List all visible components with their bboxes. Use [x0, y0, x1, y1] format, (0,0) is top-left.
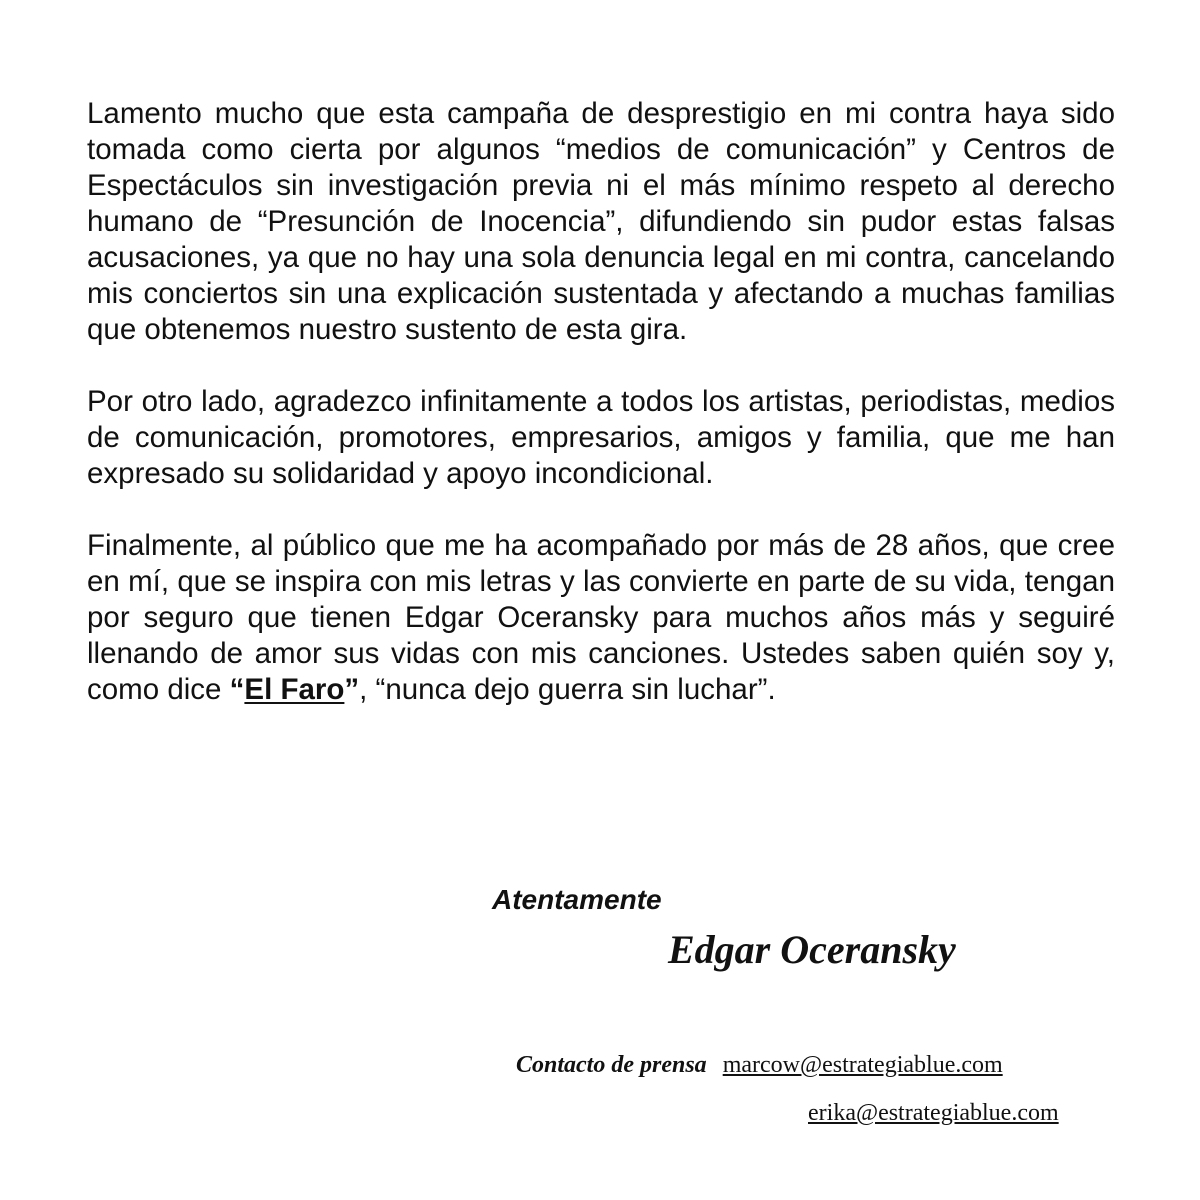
song-title: El Faro [244, 673, 345, 706]
song-reference [230, 673, 360, 706]
signature: Edgar Oceransky [668, 927, 956, 972]
paragraph-2: Por otro lado, agradezco infinitamente a todos los artistas, periodistas, medios de comunicación, promotores, empresarios, amigos y familia, que me han expresado su solidaridad y apoyo incondicional. [87, 385, 1115, 490]
paragraph-1: Lamento mucho que esta campaña de desprestigio en mi contra haya sido tomada como cierta por algunos “medios de comunicación” y Centros de Espectáculos sin investigación previa ni el más mínimo respeto al derecho humano de “Presunción de Inocencia”, difundiendo sin pudor estas falsas acusaciones, ya que no hay una sola denuncia legal en mi contra, cancelando mis conciertos sin una explicación sustentada y afectando a muchas familias que obtenemos nuestro sustento de esta gira. [87, 97, 1115, 346]
paragraph-3 [87, 528, 1115, 708]
paragraph-3-end: , “nunca dejo guerra sin luchar”. [359, 673, 776, 706]
email-link-marcow[interactable]: marcow@estrategiablue.com [722, 1052, 1003, 1078]
quote-close: ” [344, 673, 360, 706]
quote-open: “ [229, 673, 245, 706]
email-link-erika[interactable]: erika@estrategiablue.com [808, 1100, 1059, 1126]
email-line-2 [808, 1100, 1059, 1127]
letter-body [87, 96, 1115, 744]
press-contact [516, 1052, 1003, 1079]
closing: Atentamente [492, 884, 662, 915]
contact-label: Contacto de prensa [516, 1052, 707, 1078]
paragraph-3-text: Finalmente, al público que me ha acompañado por más de 28 años, que cree en mí, que se inspira con mis letras y las convierte en parte de su vida, tengan por seguro que tienen Edgar Oceransky para muchos años más y seguiré llenando de amor sus vidas con mis canciones. Ustedes saben quién soy y, como dice [87, 529, 1115, 706]
